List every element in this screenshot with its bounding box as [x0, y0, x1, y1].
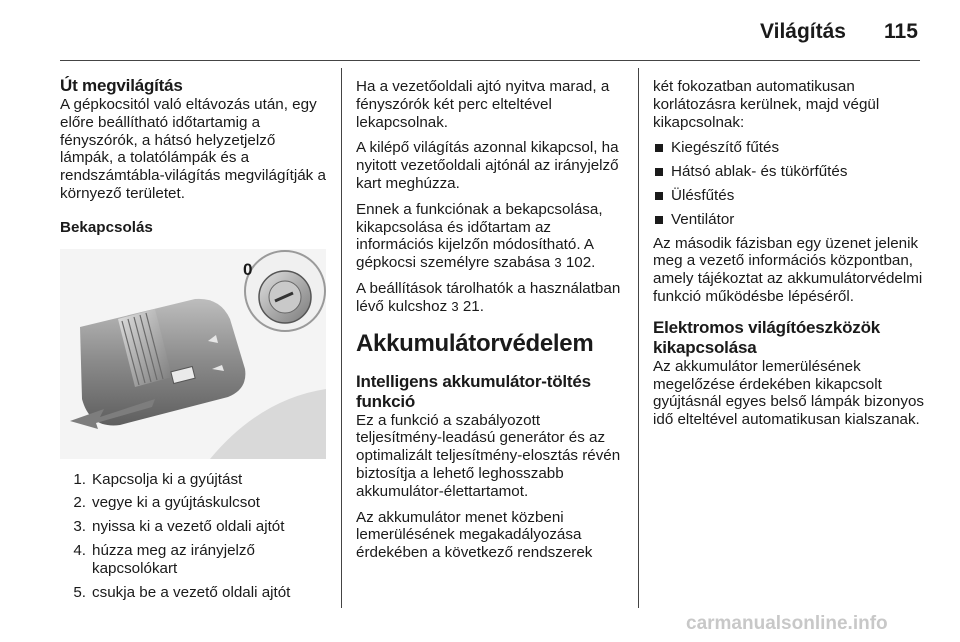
paragraph: Ez a funkció a szabályozott teljesítmény-leadású generátor és az optimalizált teljesítmény-elosztás révén biztosítja a lehető leghosszabb akkumulátor-élettartamot. — [356, 411, 621, 500]
list-item: 5. csukja be a vezető oldali ajtót — [73, 583, 291, 601]
column-2 — [356, 78, 626, 570]
column-divider — [638, 68, 639, 608]
page-number: 115 — [884, 20, 918, 43]
page-ref-link[interactable]: 21. — [462, 297, 484, 315]
bullet-icon — [655, 192, 663, 200]
paragraph: két fokozatban automatikusan korlátozásra kerülnek, majd végül kikapcsolnak: — [653, 78, 880, 131]
list-item: 2. vegye ki a gyújtáskulcsot — [73, 494, 260, 512]
paragraph: Ha a vezetőoldali ajtó nyitva marad, a fényszórók két perc elteltével lekapcsolnak. — [356, 78, 610, 131]
list-item: Kiegészítő fűtés — [653, 139, 928, 157]
subheading: Bekapcsolás — [60, 218, 153, 236]
ignition-key-inset — [243, 251, 325, 331]
column-1 — [60, 72, 326, 607]
section-heading: Út megvilágítás — [60, 76, 183, 95]
paragraph: A beállítások tárolhatók a használatban lévő kulcshoz 3 21. — [356, 279, 621, 315]
bullet-icon — [655, 144, 663, 152]
paragraph: Ennek a funkciónak a bekapcsolása, kikapcsolása és időtartam az információs kijelzőn módosítható. A gépkocsi személyre szabása 3 102. — [356, 200, 603, 272]
steps-list — [60, 471, 326, 602]
paragraph: Az második fázisban egy üzenet jelenik meg a vezető információs központban, amely tájékoztat az akkumulátorvédelmi funkció működésbe lépéséről. — [653, 234, 923, 305]
section-heading: Elektromos világítóeszközök kikapcsolása — [653, 317, 881, 357]
paragraph: A gépkocsitól való eltávozás után, egy előre beállítható időtartamig a fényszórók, a hátsó helyzetjelző lámpák, a tolatólámpák és a rendszámtábla-világítás megvilágítják a környező területet. — [60, 96, 326, 202]
section-heading: Akkumulátorvédelem — [356, 329, 594, 357]
bullet-icon — [655, 216, 663, 224]
column-divider — [341, 68, 342, 608]
subsection-heading: Intelligens akkumulátor-töltés funkció — [356, 371, 591, 411]
list-item: Hátsó ablak- és tükörfűtés — [653, 163, 928, 181]
bullet-list — [653, 139, 928, 228]
paragraph: Az akkumulátor lemerülésének megelőzése érdekében kikapcsolt gyújtásnál egyes belső lámpák bizonyos idő elteltével automatikusan kialszanak. — [653, 357, 925, 429]
inset-label: 0 — [243, 259, 253, 279]
list-item: 3. nyissa ki a vezető oldali ajtót — [73, 518, 285, 536]
watermark: carmanualsonline.info — [686, 613, 888, 634]
list-item: Ventilátor — [653, 211, 928, 229]
stalk-illustration — [60, 249, 326, 459]
header-rule — [60, 60, 920, 61]
paragraph: A kilépő világítás azonnal kikapcsol, ha nyitott vezetőoldali ajtónál az irányjelző kart meghúzza. — [356, 139, 619, 192]
page-ref-icon: 3 — [451, 298, 459, 314]
list-item: 4. húzza meg az irányjelző kapcsolókart — [73, 541, 255, 577]
list-item: Ülésfűtés — [653, 187, 928, 205]
page-ref-icon: 3 — [554, 255, 562, 271]
paragraph: Az akkumulátor menet közbeni lemerülésének megakadályozása érdekében a következő rendszerek — [356, 508, 593, 562]
page-ref-link[interactable]: 102. — [565, 254, 596, 272]
list-item: 1. Kapcsolja ki a gyújtást — [73, 470, 243, 488]
bullet-icon — [655, 168, 663, 176]
header-title: Világítás — [760, 20, 846, 43]
column-3 — [653, 78, 928, 437]
